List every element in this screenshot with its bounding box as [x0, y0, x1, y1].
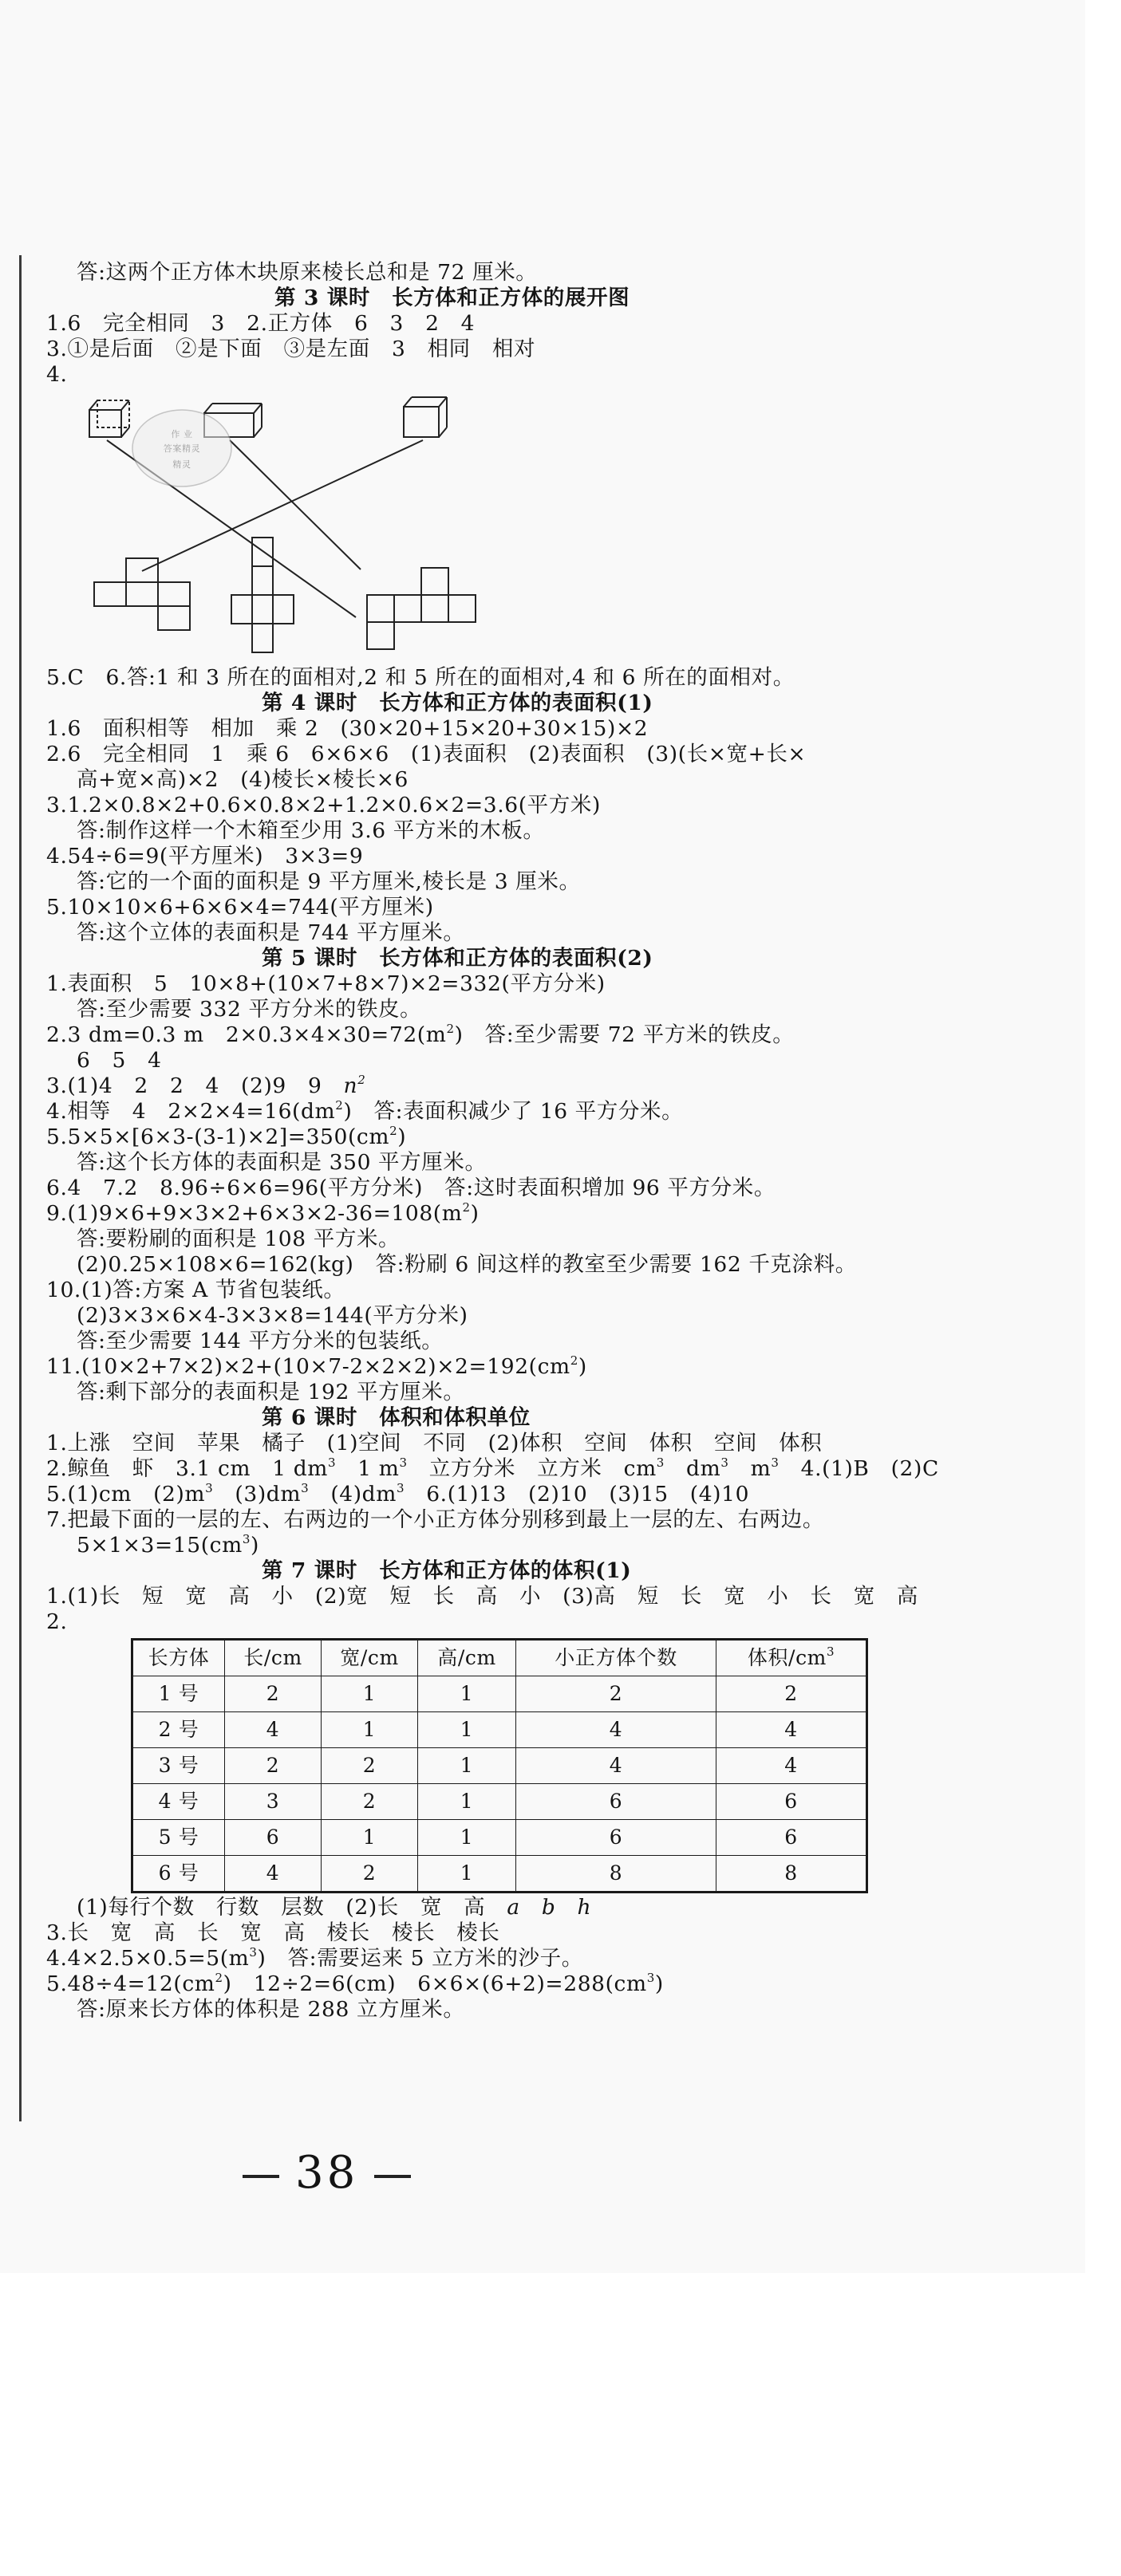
- answer-line: (1)每行个数 行数 层数 (2)长 宽 高 a b h: [77, 1895, 592, 1920]
- table-cell: 2: [516, 1676, 716, 1712]
- page-number-dash: [374, 2175, 411, 2178]
- section-heading: 第 3 课时 长方体和正方体的展开图: [274, 286, 630, 310]
- answer-line: 3.长 宽 高 长 宽 高 棱长 棱长 棱长: [46, 1920, 500, 1945]
- table-cell: 1: [418, 1676, 516, 1712]
- answer-line: 2.: [46, 1609, 68, 1634]
- answer-line: 4.54÷6=9(平方厘米) 3×3=9: [46, 844, 364, 869]
- answer-line: 6.4 7.2 8.96÷6×6=96(平方分米) 答:这时表面积增加 96 平方分米。: [46, 1176, 776, 1200]
- table-cell: 8: [516, 1856, 716, 1893]
- section-heading: 第 5 课时 长方体和正方体的表面积(2): [262, 946, 653, 971]
- table-cell: 4: [516, 1712, 716, 1748]
- table-cell: 1: [418, 1856, 516, 1893]
- answer-line: 答:剩下部分的表面积是 192 平方厘米。: [77, 1380, 465, 1404]
- table-cell: 4: [225, 1712, 322, 1748]
- section-heading: 第 4 课时 长方体和正方体的表面积(1): [262, 691, 653, 715]
- answer-line: (2)3×3×6×4-3×3×8=144(平方分米): [77, 1303, 468, 1328]
- answer-line: 4.相等 4 $2\times 2\times 4=16(dm^2)$ 答:表面积减少了 16 平方分米。: [46, 1098, 684, 1124]
- page-number: 38: [227, 2147, 427, 2199]
- answer-line: 4.: [46, 362, 68, 387]
- answer-line: 6 5 4: [77, 1048, 162, 1073]
- table-cell: 4: [516, 1748, 716, 1784]
- answer-line: $4.4\times 2.5\times 0.5=5(m^3)$ 答:需要运来 5 立方米的沙子。: [46, 1945, 583, 1971]
- table-cell: 1: [418, 1820, 516, 1856]
- table-cell: 6: [516, 1784, 716, 1820]
- table-cell: 3 号: [132, 1748, 225, 1784]
- table-cell: 6: [716, 1784, 867, 1820]
- page-number-dash: [243, 2175, 279, 2178]
- answer-line: 3.①是后面 ②是下面 ③是左面 3 相同 相对: [46, 337, 536, 361]
- answer-line: 答:要粉刷的面积是 108 平方米。: [77, 1227, 401, 1251]
- stamp-line: 答案精灵: [163, 443, 201, 454]
- stamp-line: 作 业: [171, 429, 193, 439]
- table-cell: 6: [716, 1820, 867, 1856]
- answer-line: 7.把最下面的一层的左、右两边的一个小正方体分别移到最上一层的左、右两边。: [46, 1507, 824, 1532]
- table-row: [132, 1820, 867, 1856]
- table-row: [132, 1856, 867, 1893]
- table-cell: 1: [418, 1748, 516, 1784]
- table-cell: 8: [716, 1856, 867, 1893]
- answer-line: 2.6 完全相同 1 乘 6 6×6×6 (1)表面积 (2)表面积 (3)(长×宽+长×: [46, 742, 807, 766]
- table-header: 小正方体个数: [516, 1640, 716, 1676]
- answer-line: 5.C 6.答:1 和 3 所在的面相对,2 和 5 所在的面相对,4 和 6 所在的面相对。: [46, 665, 795, 690]
- answer-line: 1.表面积 5 10×8+(10×7+8×7)×2=332(平方分米): [46, 971, 606, 996]
- volume-table-wrap: [46, 1638, 1044, 1893]
- table-header-row: [132, 1640, 867, 1676]
- answer-line: 答:至少需要 144 平方分米的包装纸。: [77, 1329, 444, 1353]
- answer-line: 答:这两个正方体木块原来棱长总和是 72 厘米。: [77, 260, 538, 285]
- table-header: 体积$/cm^3$: [716, 1640, 867, 1676]
- section-heading: 第 6 课时 体积和体积单位: [262, 1405, 531, 1430]
- table-cell: 2: [322, 1856, 418, 1893]
- watermark-stamp: [132, 410, 231, 486]
- table-row: [132, 1784, 867, 1820]
- table-cell: 2: [225, 1676, 322, 1712]
- answer-content: [46, 260, 1044, 2023]
- table-cell: 1: [418, 1784, 516, 1820]
- table-header: 高/cm: [418, 1640, 516, 1676]
- table-row: [132, 1748, 867, 1784]
- table-cell: 1 号: [132, 1676, 225, 1712]
- table-cell: 6 号: [132, 1856, 225, 1893]
- answer-line: 答:原来长方体的体积是 288 立方厘米。: [77, 1997, 465, 2022]
- stamp-line: 精灵: [172, 459, 191, 470]
- answer-line: 2.3 dm=0.3 m $2\times 0.3\times 4\times 30=72(m^2)$ 答:至少需要 72 平方米的铁皮。: [46, 1022, 795, 1047]
- table-row: [132, 1676, 867, 1712]
- table-header: 长/cm: [225, 1640, 322, 1676]
- table-cell: 1: [322, 1820, 418, 1856]
- cube-drawing: [404, 397, 447, 437]
- table-cell: 3: [225, 1784, 322, 1820]
- net-diagram: [78, 391, 493, 665]
- table-cell: 1: [322, 1676, 418, 1712]
- table-cell: 1: [418, 1712, 516, 1748]
- answer-line: 1.上涨 空间 苹果 橘子 (1)空间 不同 (2)体积 空间 体积 空间 体积: [46, 1431, 823, 1455]
- answer-line: 5.(1)cm $(2)m^3$ $(3)dm^3$ $(4)dm^3$ 6.(1)13 (2)10 (3)15 (4)10: [46, 1481, 750, 1507]
- answer-line: $11.(10\times 2+7\times 2)\times 2+(10\times 7-2\times 2\times 2)\times 2=192(cm^2)$: [46, 1353, 587, 1379]
- table-cell: 4: [716, 1748, 867, 1784]
- answer-line: 1.6 面积相等 相加 乘 2 (30×20+15×20+30×15)×2: [46, 716, 649, 741]
- answer-line: $5.48\div 4=12(cm^2)$ 12÷2=6(cm) $6\times 6\times(6+2)=288(cm^3)$: [46, 1971, 664, 1996]
- answer-line: 5.10×10×6+6×6×4=744(平方厘米): [46, 895, 434, 920]
- answer-line: 答:至少需要 332 平方分米的铁皮。: [77, 997, 422, 1022]
- answer-line: 答:这个立体的表面积是 744 平方厘米。: [77, 920, 465, 945]
- table-cell: 2 号: [132, 1712, 225, 1748]
- net-drawing: [231, 538, 294, 652]
- table-cell: 4: [225, 1856, 322, 1893]
- answer-line: (2)0.25×108×6=162(kg) 答:粉刷 6 间这样的教室至少需要 162 千克涂料。: [77, 1252, 857, 1277]
- answer-line: 答:这个长方体的表面积是 350 平方厘米。: [77, 1150, 487, 1175]
- answer-line: 3.(1)4 2 2 4 (2)9 9 $n^2$: [46, 1073, 366, 1098]
- answer-line: 3.1.2×0.8×2+0.6×0.8×2+1.2×0.6×2=3.6(平方米): [46, 793, 601, 817]
- net-drawing: [94, 558, 190, 630]
- answer-line: $9.(1)9\times 6+9\times 3\times 2+6\times 3\times 2-36=108(m^2)$: [46, 1200, 480, 1226]
- answer-line: 2.鲸鱼 虾 3.1 cm 1 $dm^3$ 1 $m^3$ 立方分米 立方米 $cm^3$ $dm^3$ $m^3$ 4.(1)B (2)C: [46, 1455, 939, 1481]
- answer-line: 1.(1)长 短 宽 高 小 (2)宽 短 长 高 小 (3)高 短 长 宽 小 长 宽 高: [46, 1584, 918, 1609]
- table-cell: 4: [716, 1712, 867, 1748]
- table-cell: 1: [322, 1712, 418, 1748]
- table-cell: 2: [322, 1748, 418, 1784]
- answer-line: $5\times 1\times 3=15(cm^3)$: [77, 1532, 259, 1558]
- net-drawing: [367, 568, 476, 649]
- answer-line: 答:它的一个面的面积是 9 平方厘米,棱长是 3 厘米。: [77, 869, 581, 894]
- table-cell: 5 号: [132, 1820, 225, 1856]
- section-heading: 第 7 课时 长方体和正方体的体积(1): [262, 1558, 632, 1583]
- table-cell: 2: [225, 1748, 322, 1784]
- answer-line: 高+宽×高)×2 (4)棱长×棱长×6: [77, 767, 409, 792]
- cube-drawing: [89, 400, 129, 437]
- table-cell: 4 号: [132, 1784, 225, 1820]
- table-cell: 2: [716, 1676, 867, 1712]
- answer-line: 1.6 完全相同 3 2.正方体 6 3 2 4: [46, 311, 476, 336]
- answer-line: 10.(1)答:方案 A 节省包装纸。: [46, 1278, 345, 1302]
- answer-line: $5.5\times 5\times[6\times 3-(3-1)\times 2]=350(cm^2)$: [46, 1124, 407, 1149]
- net-matching-figure: [46, 391, 1044, 665]
- table-header: 宽/cm: [322, 1640, 418, 1676]
- table-row: [132, 1712, 867, 1748]
- table-cell: 2: [322, 1784, 418, 1820]
- margin-rule: [19, 255, 22, 2121]
- table-cell: 6: [225, 1820, 322, 1856]
- match-line: [230, 440, 361, 569]
- answer-line: 答:制作这样一个木箱至少用 3.6 平方米的木板。: [77, 818, 545, 843]
- table-header: 长方体: [132, 1640, 225, 1676]
- table-cell: 6: [516, 1820, 716, 1856]
- volume-table: [131, 1638, 868, 1893]
